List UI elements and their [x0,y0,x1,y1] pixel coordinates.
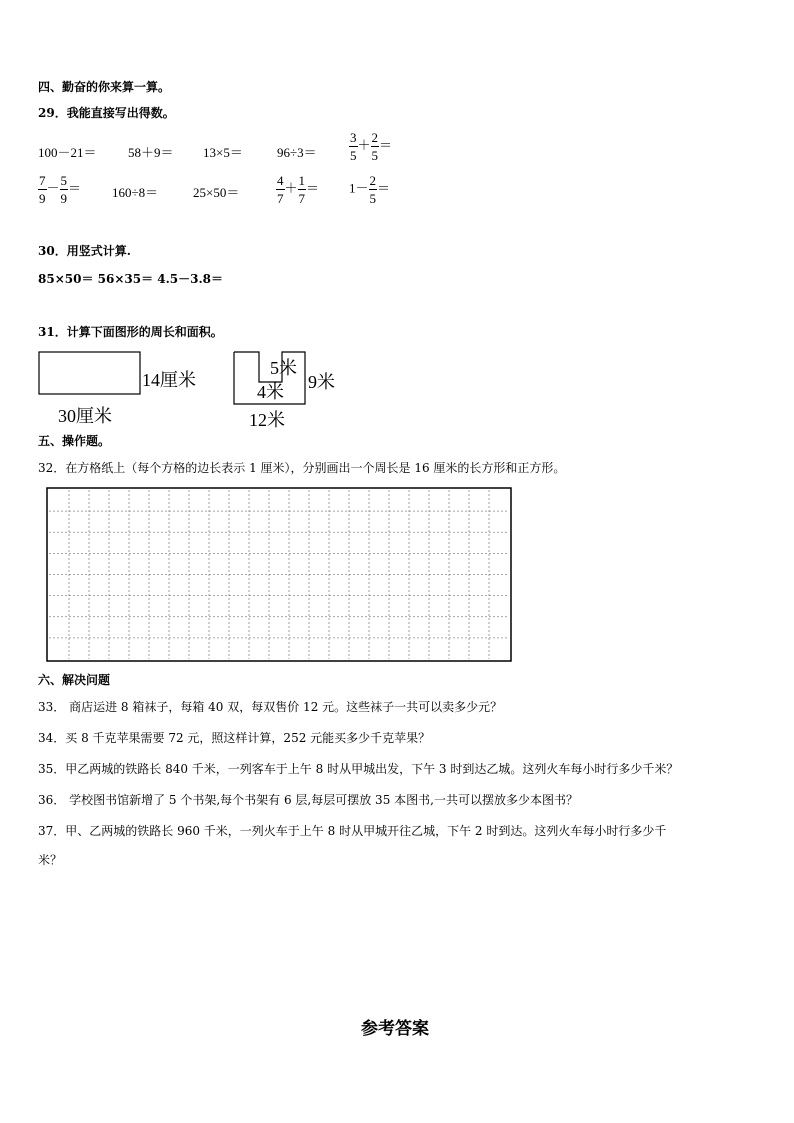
question-35: 35．甲乙两城的铁路长 840 千米，一列客车于上午 8 时从甲城出发，下午 3 时到达乙城。这列火车每小时行多少千米？ [38,762,679,776]
calc-item: 58＋9＝ [128,145,174,160]
question-31-title: 31．计算下面图形的周长和面积。 [38,325,223,339]
fraction-expression: $\frac{4}{7}$ ＋ $\frac{1}{7}$ ＝ [277,173,320,206]
shape2-width-label: 12米 [249,410,285,430]
grid-paper[interactable] [46,487,512,662]
fraction: $\frac{1}{7}$ [298,173,306,206]
question-36: 36． 学校图书馆新增了 5 个书架,每个书架有 6 层,每层可摆放 35 本图书,一共可以摆放多少本图书？ [38,793,578,807]
rect-width-label: 30厘米 [58,406,112,426]
section-4-heading: 四、勤奋的你来算一算。 [38,80,171,94]
answer-title: 参考答案 [361,1019,429,1039]
question-29-title: 29．我能直接写出得数。 [38,106,175,120]
section-5-heading: 五、操作题。 [38,434,111,448]
calc-item: 100－21＝ [38,145,97,160]
question-30-expressions: 85×50＝ 56×35＝ 4.5－3.8＝ [38,272,224,286]
fraction-expression: $\frac{3}{5}$ ＋ $\frac{2}{5}$ ＝ [350,130,393,163]
calc-item: 13×5＝ [203,145,243,160]
question-30-title: 30．用竖式计算. [38,244,131,258]
fraction: $\frac{5}{9}$ [60,173,68,206]
rectangle-shape [39,352,140,394]
fraction-expression: 1－ $\frac{2}{5}$ ＝ [349,173,391,206]
fraction: $\frac{2}{5}$ [369,173,377,206]
question-33: 33． 商店运进 8 箱袜子，每箱 40 双，每双售价 12 元。这些袜子一共可以卖多少元？ [38,700,503,714]
section-6-heading: 六、解决问题 [38,673,111,687]
question-32-title: 32．在方格纸上（每个方格的边长表示 1 厘米），分别画出一个周长是 16 厘米的长方形和正方形。 [38,461,566,475]
fraction: $\frac{7}{9}$ [39,173,46,206]
grid-svg[interactable] [46,487,512,662]
figures [38,346,358,428]
fraction: $\frac{3}{5}$ [350,130,357,163]
calc-item: 25×50＝ [193,185,240,200]
calc-item: 96÷3＝ [277,145,317,160]
fraction-expression: $\frac{7}{9}$ － $\frac{5}{9}$ ＝ [39,173,82,206]
question-34: 34．买 8 千克苹果需要 72 元，照这样计算，252 元能买多少千克苹果？ [38,731,431,745]
fraction: $\frac{2}{5}$ [371,130,379,163]
shape2-height-label: 9米 [308,372,335,392]
question-37-line2: 米？ [38,853,63,867]
shape2-mid-label: 4米 [257,382,284,402]
rect-height-label: 14厘米 [142,370,196,390]
question-37-line1: 37．甲、乙两城的铁路长 960 千米，一列火车于上午 8 时从甲城开往乙城，下午 2 时到达。这列火车每小时行多少千 [38,824,667,838]
fraction: $\frac{4}{7}$ [277,173,284,206]
shape2-top-label: 5米 [270,358,297,378]
calc-item: 160÷8＝ [112,185,159,200]
